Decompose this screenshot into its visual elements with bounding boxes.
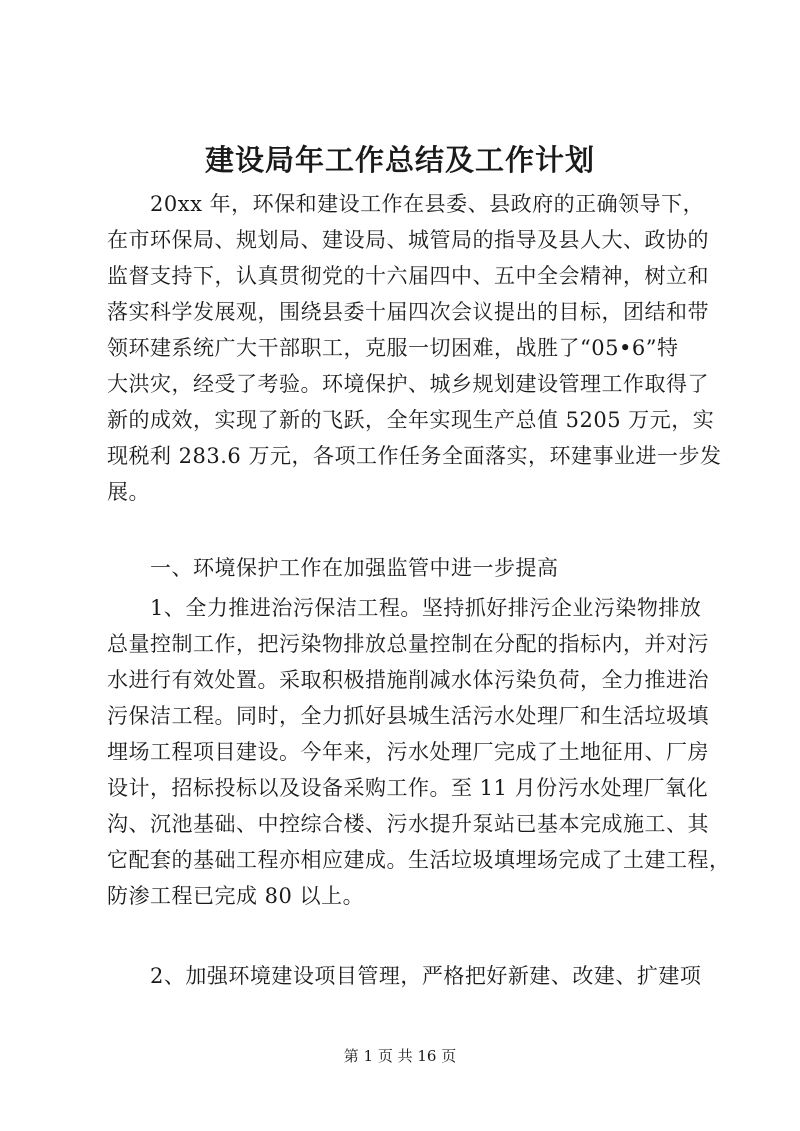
text-line: 现税利 283.6 万元，各项工作任务全面落实，环建事业进一步发 <box>107 444 722 468</box>
section-heading <box>107 550 707 586</box>
section-heading-text: 一、环境保护工作在加强监管中进一步提高 <box>107 556 559 580</box>
text-line: 监督支持下，认真贯彻党的十六届四中、五中全会精神，树立和 <box>107 264 709 288</box>
document-title: 建设局年工作总结及工作计划 <box>204 143 595 177</box>
paragraph-item-2 <box>107 958 707 994</box>
text-line: 在市环保局、规划局、建设局、城管局的指导及县人大、政协的 <box>107 228 709 252</box>
page-footer: 第 1 页 共 16 页 <box>343 1047 457 1065</box>
text-line: 1、全力推进治污保洁工程。坚持抓好排污企业污染物排放 <box>107 596 702 620</box>
paragraph-item-1 <box>107 590 731 914</box>
text-line: 埋场工程项目建设。今年来，污水处理厂完成了土地征用、厂房 <box>107 740 709 764</box>
text-line: 设计，招标投标以及设备采购工作。至 11 月份污水处理厂氧化 <box>107 776 709 800</box>
text-line: 落实科学发展观，围绕县委十届四次会议提出的目标，团结和带 <box>107 300 709 324</box>
text-line: 大洪灾，经受了考验。环境保护、城乡规划建设管理工作取得了 <box>107 372 709 396</box>
text-line: 总量控制工作，把污染物排放总量控制在分配的指标内，并对污 <box>107 632 709 656</box>
text-line: 领环建系统广大干部职工，克服一切困难，战胜了“05•6”特 <box>107 336 679 360</box>
text-line: 污保洁工程。同时，全力抓好县城生活污水处理厂和生活垃圾填 <box>107 704 709 728</box>
text-line: 水进行有效处置。采取积极措施削减水体污染负荷，全力推进治 <box>107 668 709 692</box>
text-line: 展。 <box>107 480 150 504</box>
text-line: 它配套的基础工程亦相应建成。生活垃圾填埋场完成了土建工程， <box>107 848 731 872</box>
text-line: 防渗工程已完成 80 以上。 <box>107 884 365 908</box>
text-line: 20xx 年，环保和建设工作在县委、县政府的正确领导下， <box>107 192 705 216</box>
text-line: 2、加强环境建设项目管理，严格把好新建、改建、扩建项 <box>107 964 702 988</box>
text-line: 沟、沉池基础、中控综合楼、污水提升泵站已基本完成施工、其 <box>107 812 709 836</box>
text-line: 新的成效，实现了新的飞跃，全年实现生产总值 5205 万元，实 <box>107 408 715 432</box>
paragraph-intro <box>107 186 722 510</box>
